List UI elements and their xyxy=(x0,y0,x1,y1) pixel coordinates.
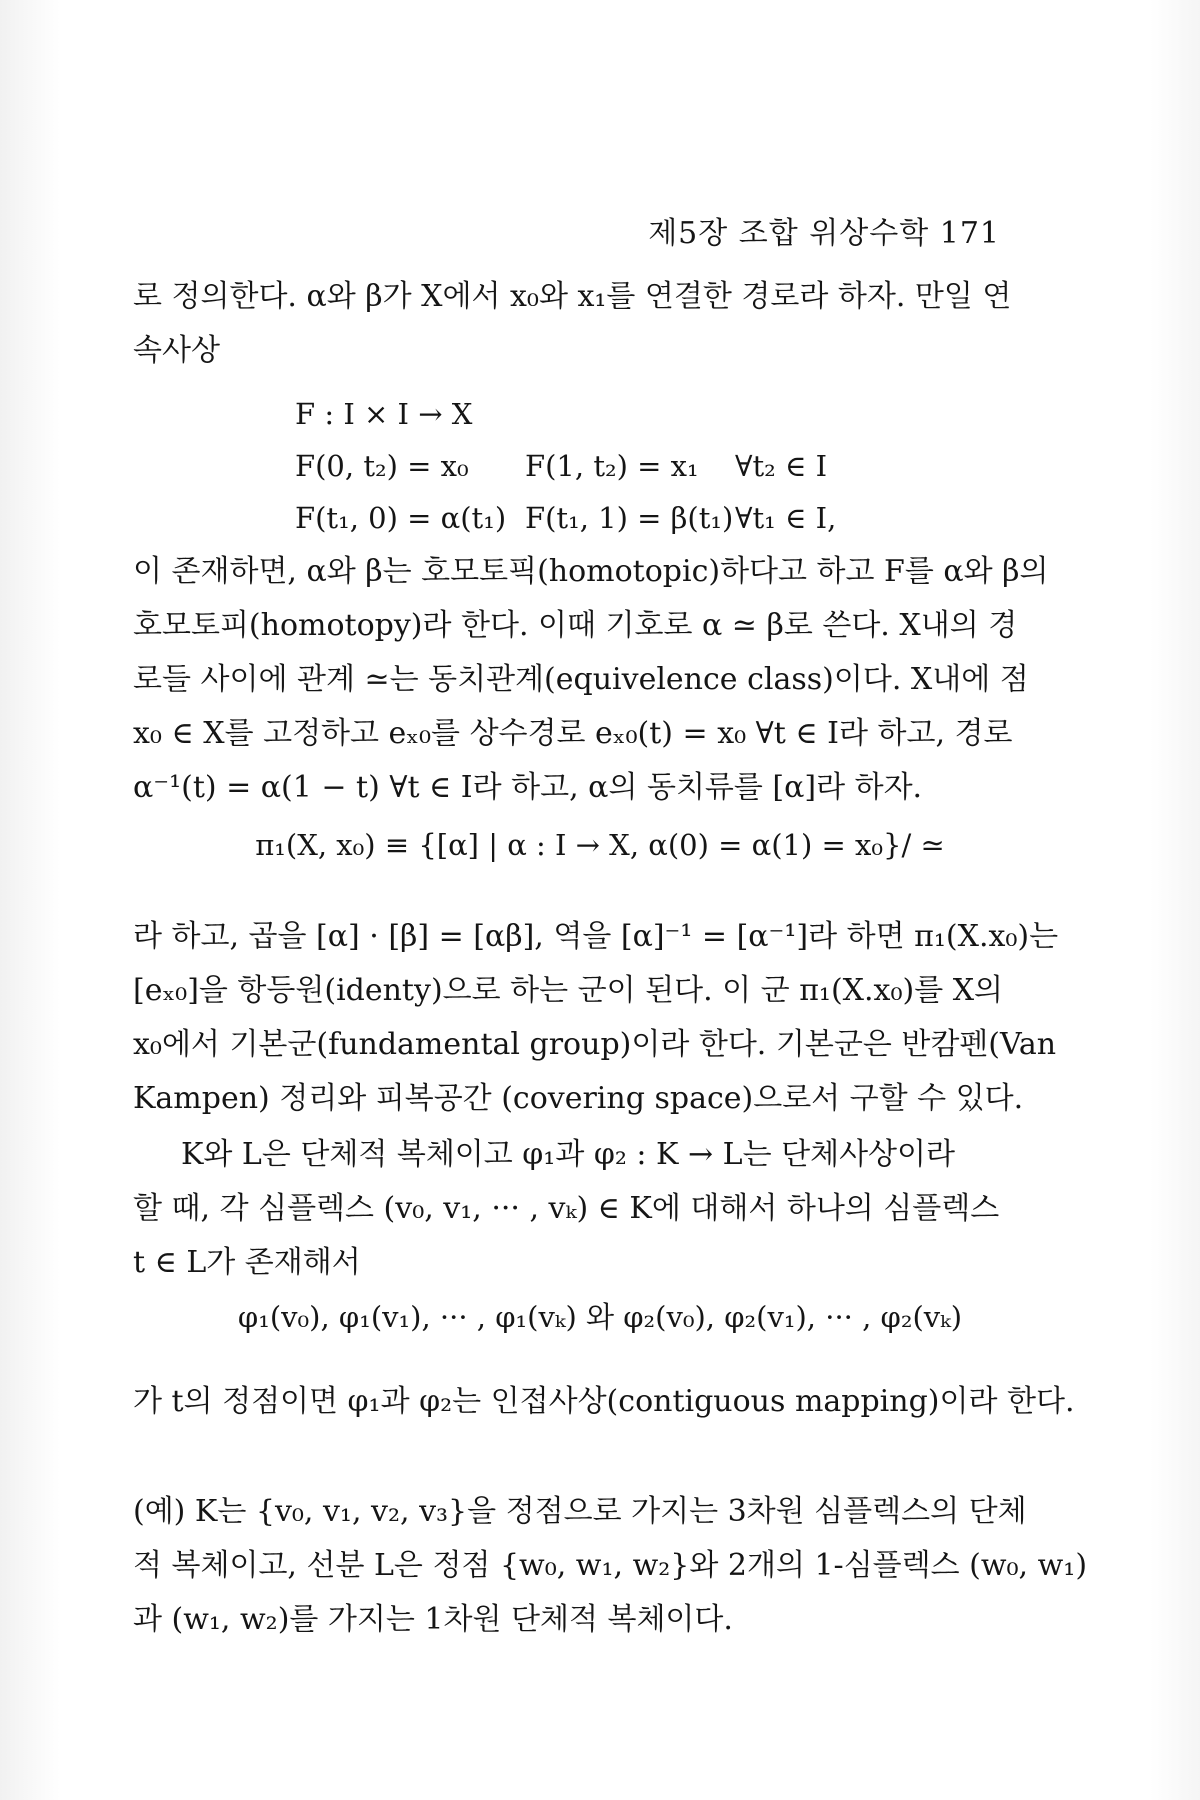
text-line: K와 L은 단체적 복체이고 φ₁과 φ₂ : K → L는 단체사상이라 xyxy=(181,1137,955,1172)
text-line: Kampen) 정리와 피복공간 (covering space)으로서 구할 수 있다. xyxy=(133,1081,1024,1116)
equation-cell: F(t₁, 0) = α(t₁) xyxy=(295,501,507,535)
contiguous-mapping-paragraph xyxy=(133,1375,1075,1429)
equation-row xyxy=(295,440,865,492)
text-line: 라 하고, 곱을 [α] · [β] = [αβ], 역을 [α]⁻¹ = [α⁻¹]라 하면 π₁(X.x₀)는 xyxy=(133,919,1059,954)
equation-cell: F(t₁, 1) = β(t₁) xyxy=(525,501,734,535)
text-line: t ∈ L가 존재해서 xyxy=(133,1245,361,1280)
text-line: 속사상 xyxy=(133,333,220,368)
equation-cell: ∀t₂ ∈ I xyxy=(735,449,828,483)
homotopy-paragraph xyxy=(133,545,1049,815)
simplicial-map-paragraph xyxy=(133,1128,1013,1290)
equation-cell: F : I × I → X xyxy=(295,397,473,431)
text-line: 이 존재하면, α와 β는 호모토픽(homotopic)하다고 하고 F를 α와 β의 xyxy=(133,554,1049,589)
equation-row xyxy=(295,388,865,440)
text-line: 로 정의한다. α와 β가 X에서 x₀와 x₁를 연결한 경로라 하자. 만일 연 xyxy=(133,279,1012,314)
fundamental-group-paragraph xyxy=(133,910,1059,1126)
text-line: x₀ ∈ X를 고정하고 eₓ₀를 상수경로 eₓ₀(t) = x₀ ∀t ∈ I라 하고, 경로 xyxy=(133,716,1013,751)
equation-cell: F(0, t₂) = x₀ xyxy=(295,449,469,483)
text-line: x₀에서 기본군(fundamental group)이라 한다. 기본군은 반캄펜(Van xyxy=(133,1027,1057,1062)
contiguous-vertices-equation: φ₁(v₀), φ₁(v₁), ··· , φ₁(vₖ) 와 φ₂(v₀), φ₂(v₁), ··· , φ₂(vₖ) xyxy=(237,1300,963,1334)
running-header: 제5장 조합 위상수학 171 xyxy=(648,216,1000,251)
text-line: (예) K는 {v₀, v₁, v₂, v₃}을 정점으로 가지는 3차원 심플렉스의 단체 xyxy=(133,1494,1027,1529)
homotopy-definition-equations xyxy=(295,388,865,544)
text-line: [eₓ₀]을 항등원(identy)으로 하는 군이 된다. 이 군 π₁(X.x₀)를 X의 xyxy=(133,973,1004,1008)
equation-cell: ∀t₁ ∈ I, xyxy=(735,501,837,535)
text-line: 과 (w₁, w₂)를 가지는 1차원 단체적 복체이다. xyxy=(133,1602,733,1637)
example-paragraph xyxy=(133,1485,1088,1647)
text-line: 가 t의 정점이면 φ₁과 φ₂는 인접사상(contiguous mapping)이라 한다. xyxy=(133,1384,1075,1419)
text-line: 호모토피(homotopy)라 한다. 이때 기호로 α ≃ β로 쓴다. X내의 경 xyxy=(133,608,1018,643)
text-line: α⁻¹(t) = α(1 − t) ∀t ∈ I라 하고, α의 동치류를 [α]라 하자. xyxy=(133,770,923,805)
fundamental-group-equation: π₁(X, x₀) ≡ {[α] | α : I → X, α(0) = α(1) = x₀}/ ≃ xyxy=(255,828,945,862)
equation-row xyxy=(295,492,865,544)
text-line: 할 때, 각 심플렉스 (v₀, v₁, ··· , vₖ) ∈ K에 대해서 하나의 심플렉스 xyxy=(133,1191,1000,1226)
text-line: 적 복체이고, 선분 L은 정점 {w₀, w₁, w₂}와 2개의 1-심플렉스 (w₀, w₁) xyxy=(133,1548,1088,1583)
equation-cell: F(1, t₂) = x₁ xyxy=(525,449,699,483)
intro-paragraph xyxy=(133,270,1013,378)
text-line: 로들 사이에 관계 ≃는 동치관계(equivelence class)이다. X내에 점 xyxy=(133,662,1029,697)
